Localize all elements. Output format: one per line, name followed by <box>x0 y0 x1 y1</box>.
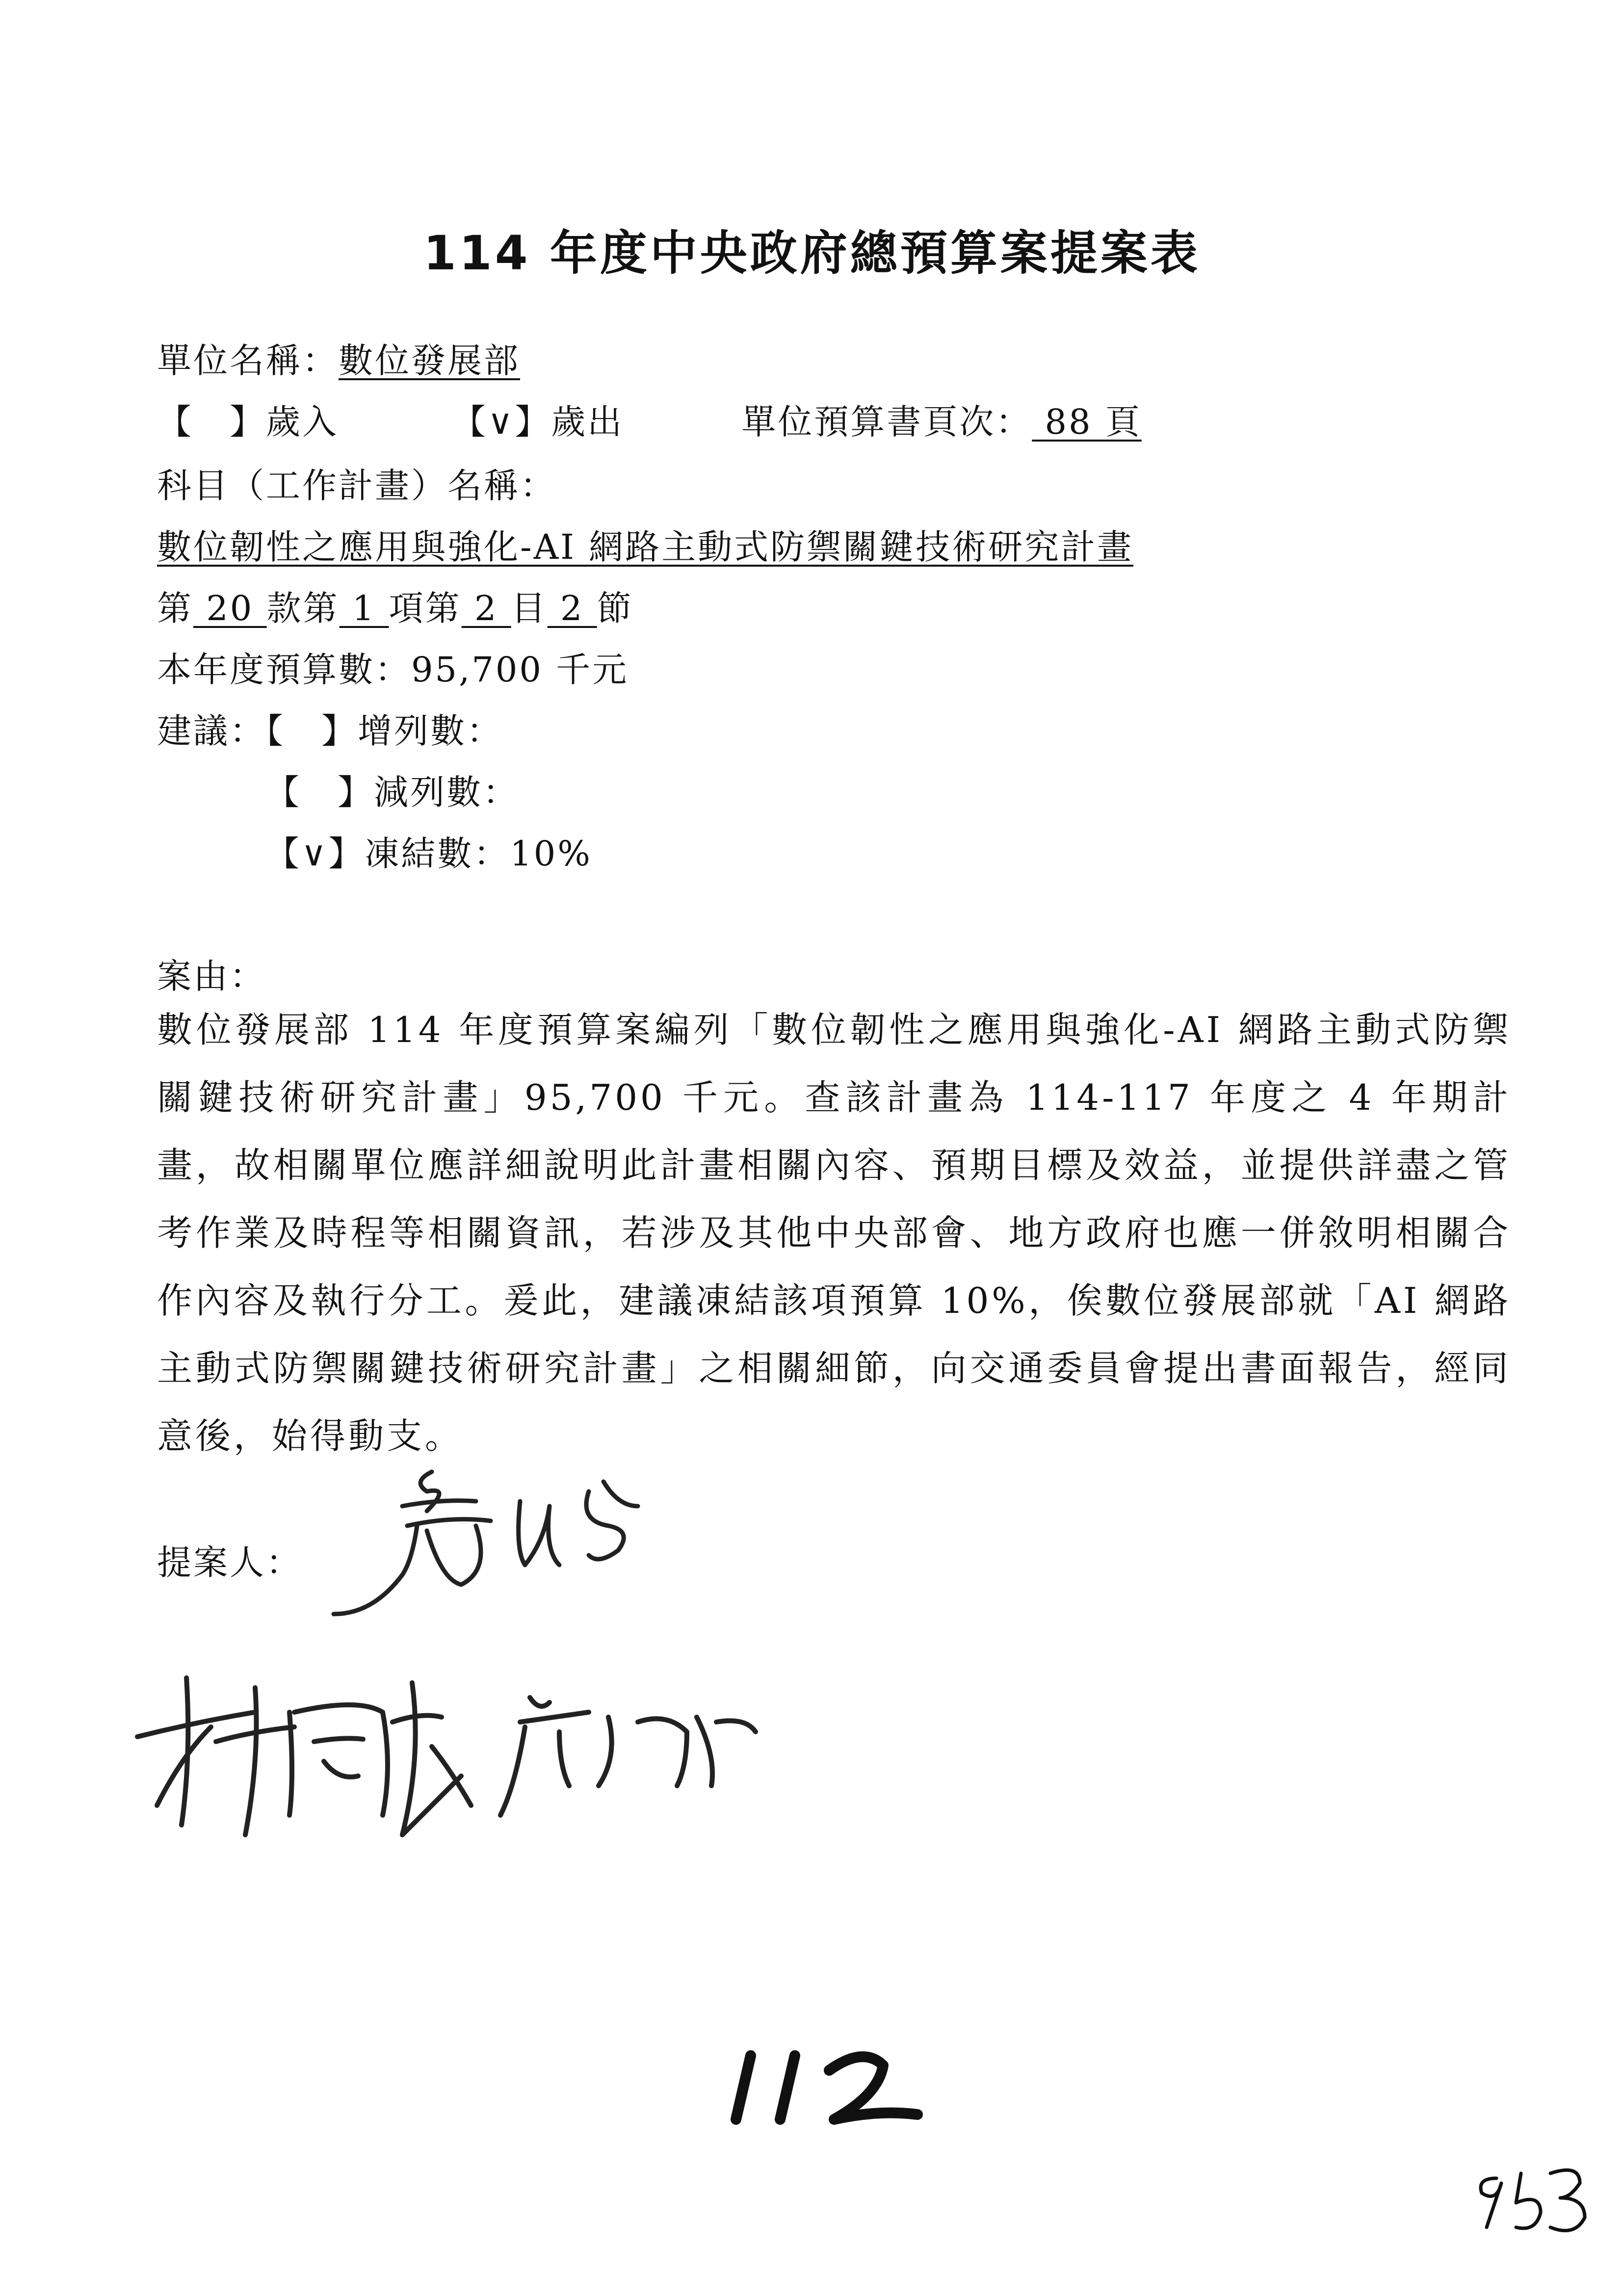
subject-label: 科目（工作計畫）名稱： <box>157 466 556 506</box>
reason-label: 案由： <box>157 956 266 996</box>
budget-type-row <box>157 400 1142 444</box>
classification-text: 節 <box>597 588 633 628</box>
increase-text: 增列數： <box>358 711 503 751</box>
decrease-text: 減列數： <box>374 772 519 812</box>
income-checkbox: 【 】 <box>157 402 266 442</box>
mu-number: 2 <box>461 588 511 628</box>
freeze-text: 凍結數：10% <box>365 834 592 874</box>
kuan-number: 20 <box>193 588 267 628</box>
handwritten-page-number <box>721 2036 927 2134</box>
form-title: 114 年度中央政府總預算案提案表 <box>423 226 1201 281</box>
expense-label: 歲出 <box>551 402 624 442</box>
suggestion-increase-row <box>157 709 503 753</box>
subject-name: 數位韌性之應用與強化-AI 網路主動式防禦關鍵技術研究計畫 <box>157 527 1134 567</box>
reason-text: 數位發展部 114 年度預算案編列「數位韌性之應用與強化-AI 網路主動式防禦關鍵技術研究計畫」95,700 千元。查該計畫為 114-117 年度之 4 年期計畫，故相關單位應詳細說明此計畫相關內容、預期目標及效益，並提供詳盡之管考作業及時程等相關資訊，若涉及其他中央部會、地方政府也應一併敘明相關合作內容及執行分工。爰此，建議凍結該項預算 10%，俟數位發展部就「AI 網路主動式防禦關鍵技術研究計畫」之相關細節，向交通委員會提出書面報告，經同意後，始得動支。 <box>157 1009 1511 1457</box>
suggestion-decrease-row <box>265 770 519 814</box>
proposer-label: 提案人： <box>157 1542 302 1583</box>
budget-amount: 本年度預算數：95,700 千元 <box>157 650 629 690</box>
xiang-number: 1 <box>339 588 389 628</box>
classification-text: 目 <box>511 588 548 628</box>
suggestion-freeze-row <box>265 832 592 876</box>
classification-text: 項第 <box>389 588 462 628</box>
unit-name-value: 數位發展部 <box>339 340 520 381</box>
page-ref-label: 單位預算書頁次： <box>741 402 1032 442</box>
freeze-checkbox: 【∨】 <box>265 834 365 874</box>
unit-name-label: 單位名稱： <box>157 340 339 381</box>
signature-2 <box>128 1658 765 1854</box>
classification-row <box>157 586 633 630</box>
suggestion-label: 建議： <box>157 711 266 751</box>
increase-checkbox: 【 】 <box>266 711 358 751</box>
decrease-checkbox: 【 】 <box>265 772 374 812</box>
expense-checkbox: 【∨】 <box>451 402 551 442</box>
unit-name-row <box>157 339 520 383</box>
classification-text: 款第 <box>266 588 340 628</box>
page-ref-value: 88 頁 <box>1032 402 1142 442</box>
handwritten-corner-number <box>1467 2144 1599 2237</box>
jie-number: 2 <box>547 588 597 628</box>
signature-1 <box>314 1452 648 1639</box>
classification-text: 第 <box>157 588 193 628</box>
income-label: 歲入 <box>266 402 339 442</box>
